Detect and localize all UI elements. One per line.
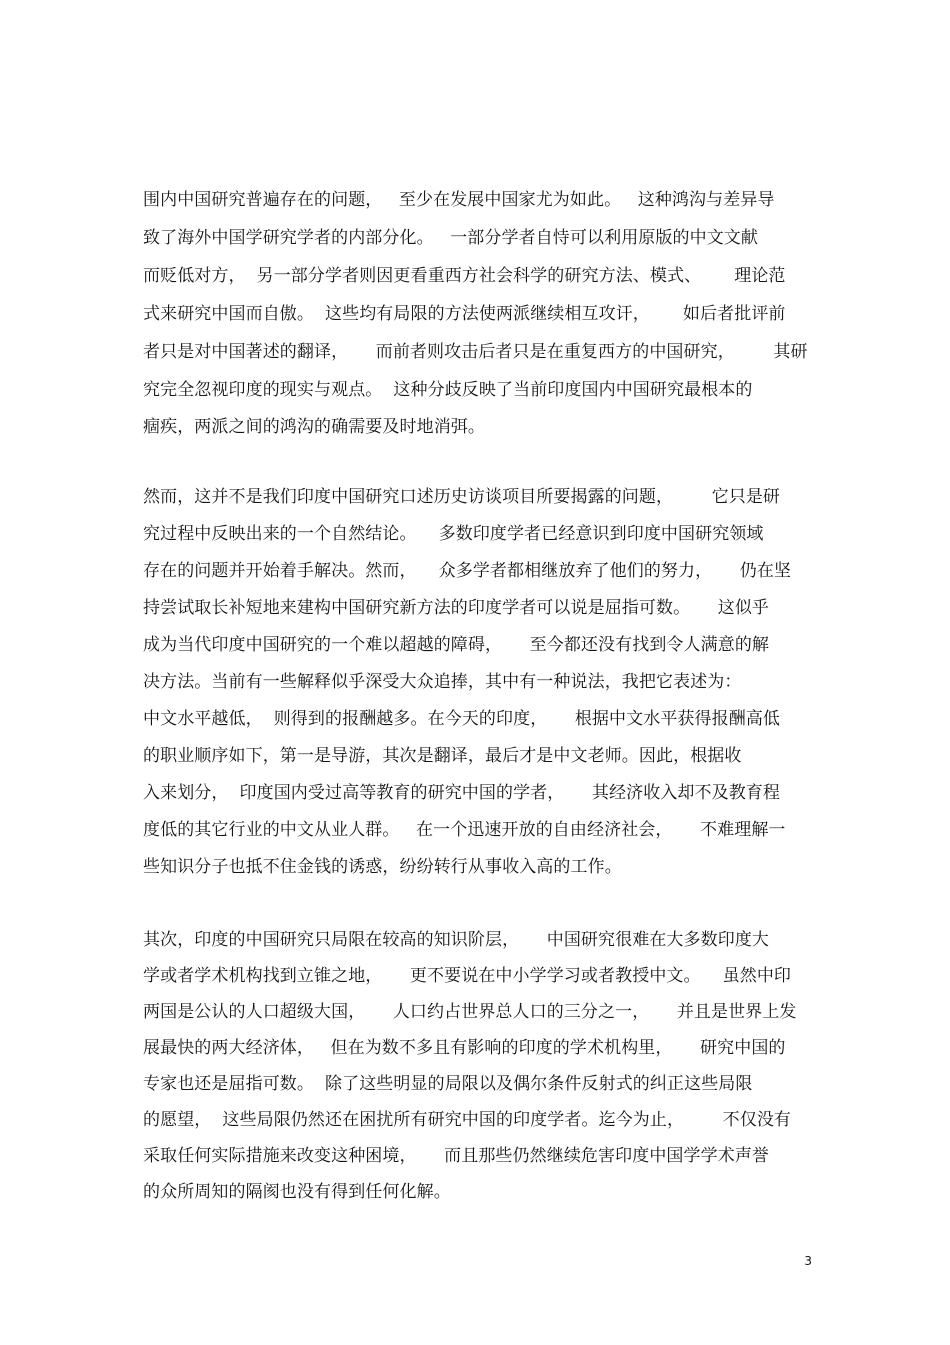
text-line: 些知识分子也抵不住金钱的诱惑，纷纷转行从事收入高的工作。 bbox=[143, 857, 622, 877]
page-number: 3 bbox=[804, 1254, 812, 1268]
text-line: 然而，这并不是我们印度中国研究口述历史访谈项目所要揭露的问题， 它只是研 bbox=[143, 487, 781, 507]
text-line: 的职业顺序如下，第一是导游，其次是翻译，最后才是中文老师。因此，根据收 bbox=[143, 746, 742, 766]
text-line: 致了海外中国学研究学者的内部分化。 一部分学者自恃可以利用原版的中文文献 bbox=[143, 228, 759, 248]
text-line: 展最快的两大经济体， 但在为数不多且有影响的印度的学术机构里， 研究中国的 bbox=[143, 1038, 786, 1058]
text-line: 式来研究中国而自傲。 这些均有局限的方法使两派继续相互攻讦， 如后者批评前 bbox=[143, 304, 786, 324]
text-line: 决方法。当前有一些解释似乎深受大众追捧，其中有一种说法，我把它表述为： bbox=[143, 672, 742, 692]
text-line: 专家也还是屈指可数。 除了这些明显的局限以及偶尔条件反射式的纠正这些局限 bbox=[143, 1074, 753, 1094]
text-line: 的众所周知的隔阂也没有得到任何化解。 bbox=[143, 1182, 451, 1202]
text-line: 中文水平越低， 则得到的报酬越多。在今天的印度， 根据中文水平获得报酬高低 bbox=[143, 709, 781, 729]
text-line: 究过程中反映出来的一个自然结论。 多数印度学者已经意识到印度中国研究领域 bbox=[143, 524, 764, 544]
text-line: 两国是公认的人口超级大国， 人口约占世界总人口的三分之一， 并且是世界上发 bbox=[143, 1002, 797, 1022]
text-line: 者只是对中国著述的翻译， 而前者则攻击后者只是在重复西方的中国研究， 其研 bbox=[143, 342, 808, 362]
text-line: 度低的其它行业的中文从业人群。 在一个迅速开放的自由经济社会， 不难理解一 bbox=[143, 820, 786, 840]
text-line: 究完全忽视印度的现实与观点。 这种分歧反映了当前印度国内中国研究最根本的 bbox=[143, 380, 753, 400]
text-line: 而贬低对方， 另一部分学者则因更看重西方社会科学的研究方法、模式、 理论范 bbox=[143, 266, 786, 286]
text-line: 痼疾，两派之间的鸿沟的确需要及时地消弭。 bbox=[143, 417, 485, 437]
text-line: 其次，印度的中国研究只局限在较高的知识阶层， 中国研究很难在大多数印度大 bbox=[143, 930, 770, 950]
text-line: 入来划分， 印度国内受过高等教育的研究中国的学者， 其经济收入却不及教育程 bbox=[143, 783, 781, 803]
text-line: 成为当代印度中国研究的一个难以超越的障碍， 至今都还没有找到令人满意的解 bbox=[143, 635, 770, 655]
text-line: 采取任何实际措施来改变这种困境， 而且那些仍然继续危害印度中国学学术声誉 bbox=[143, 1146, 770, 1166]
text-line: 存在的问题并开始着手解决。然而， 众多学者都相继放弃了他们的努力， 仍在坚 bbox=[143, 561, 792, 581]
text-line: 围内中国研究普遍存在的问题， 至少在发展中国家尤为如此。 这种鸿沟与差异导 bbox=[143, 190, 775, 210]
text-line: 持尝试取长补短地来建构中国研究新方法的印度学者可以说是屈指可数。 这似乎 bbox=[143, 598, 770, 618]
text-line: 的愿望， 这些局限仍然还在困扰所有研究中国的印度学者。迄今为止， 不仅没有 bbox=[143, 1110, 792, 1130]
text-line: 学或者学术机构找到立锥之地， 更不要说在中小学学习或者教授中文。 虽然中印 bbox=[143, 966, 792, 986]
